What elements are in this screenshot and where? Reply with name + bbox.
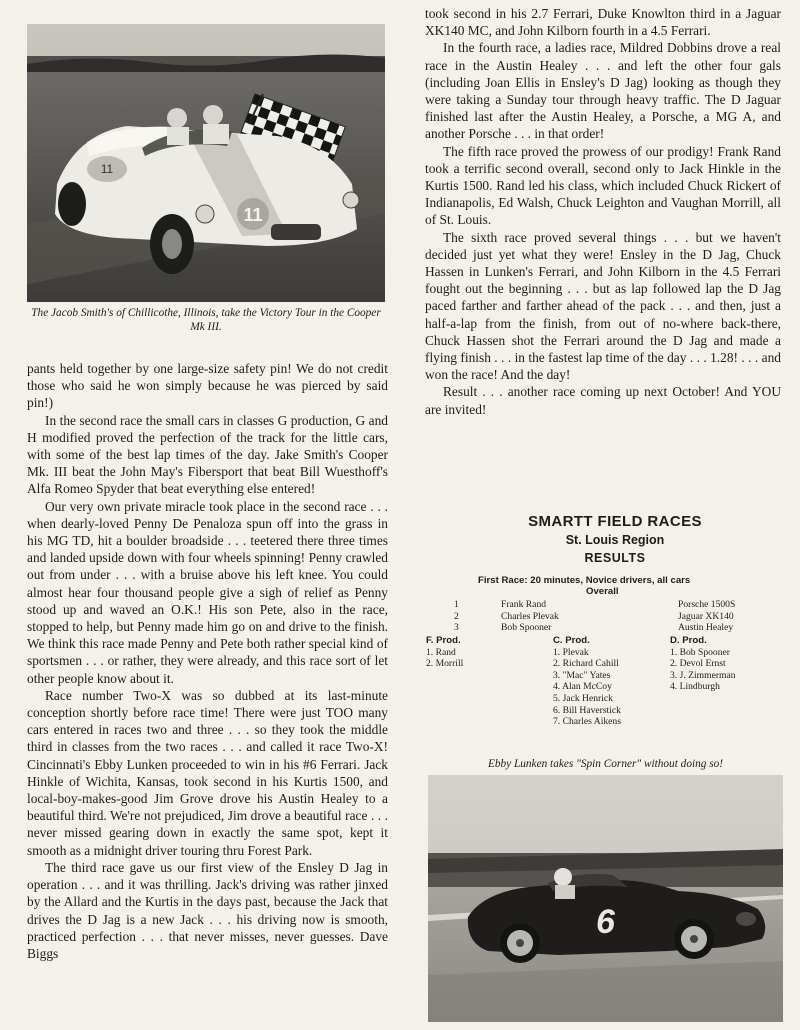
- overall-car-1: Porsche 1500S: [678, 599, 736, 610]
- top-photo-caption: The Jacob Smith's of Chillicothe, Illinois, take the Victory Tour in the Cooper Mk III.: [31, 307, 381, 333]
- overall-places: [454, 599, 459, 634]
- c-prod-row: 5. Jack Henrick: [553, 692, 613, 704]
- overall-car-2: Jaguar XK140: [678, 610, 734, 622]
- top-photo: [27, 24, 385, 302]
- c-prod-row: 1. Plevak: [553, 646, 589, 658]
- c-prod-results: [553, 635, 621, 728]
- overall-drivers: [501, 599, 559, 634]
- right-paragraph-4: The sixth race proved several things . . . but we haven't decided just yet what they were! Ensley in the D Jag, Chuck Hassen in Lunken's Ferrari, and John Kilborn in the 4.5 Ferrari fought out the beginning . . . but as lap followed lap the D Jag paced farther and farther ahead of the pack . . . and then, just a half-a-lap from the finish, from out of no-where back-there, Chuck Hassen shot the Ferrari around the D Jag and made a flying finish . . . in the fastest lap time of the day . . . 1.28! . . . and won the race! And the day!: [425, 229, 781, 383]
- f-prod-heading: F. Prod.: [426, 635, 461, 646]
- c-prod-row: 4. Alan McCoy: [553, 681, 612, 693]
- left-paragraph-4: Race number Two-X was so dubbed at its last-minute conception shortly before race time! There were just TOO many cars entered in races two and three . . . so they took the middle third in classes from the two races . . . and called it race Two-X! Cincinnati's Ebby Lunken proceeded to win in his #6 Ferrari. Jack Hinkle of Wichita, Kansas, took second in his Kurtis 1500, and local-boy-makes-good Jim Grove drove his Austin Healey to a beautiful third. We're not prejudiced, Jim drove a beautiful race . . . never missed gearing down in exactly the same spot, kept it smooth as a midnight driver touring thru Forest Park.: [27, 687, 388, 858]
- right-paragraph-2: In the fourth race, a ladies race, Mildred Dobbins drove a real race in the Austin Healey . . . and left the other four gals (including Joan Ellis in Ensley's D Jag) looking as though they were taking a Sunday tour through heavy traffic. The D Jaguar finished last after the Austin Healey, a Porsche, a MG A, and another Porsche . . . in that order!: [425, 40, 781, 142]
- f-prod-row: 1. Rand: [426, 646, 456, 658]
- d-prod-results: [670, 635, 736, 693]
- bottom-photo: [428, 775, 783, 1022]
- left-column: [27, 360, 388, 962]
- d-prod-row: 1. Bob Spooner: [670, 646, 730, 658]
- first-race-heading: First Race: 20 minutes, Novice drivers, all cars: [478, 575, 691, 586]
- c-prod-row: 6. Bill Haverstick: [553, 704, 621, 716]
- overall-cars: [678, 599, 735, 634]
- left-paragraph-3: Our very own private miracle took place in the second race . . . when dearly-loved Penny De Penaloza spun off into the grass in his MG TD, hit a boulder broadside . . . teetered there three times and landed upside down with four wheels spinning! Penny crawled out from under . . . with a bruise above his left knee. You could almost hear four thousand people give a sigh of relief as Penny stood up and waved an O.K.! His son Pete, also in the race, stopped to help, but Penny made him go on and drive to the finish. We think this race made Penny and Pete both rather special kind of sportsmen . . . or rather, they were already, and this race sort of let other people know about it.: [27, 498, 388, 686]
- overall-driver-1: Frank Rand: [501, 599, 547, 610]
- d-prod-heading: D. Prod.: [670, 635, 707, 646]
- results-region: St. Louis Region: [565, 533, 665, 547]
- c-prod-row: 2. Richard Cahill: [553, 658, 619, 670]
- overall-place-2: 2: [454, 610, 459, 622]
- overall-driver-2: Charles Plevak: [501, 610, 559, 622]
- results-heading: RESULTS: [584, 551, 646, 565]
- right-paragraph-1: took second in his 2.7 Ferrari, Duke Knowlton third in a Jaguar XK140 MC, and John Kilborn fourth in a 4.5 Ferrari.: [425, 6, 781, 39]
- d-prod-row: 4. Lindburgh: [670, 681, 720, 693]
- right-paragraph-5: Result . . . another race coming up next October! And YOU are invited!: [425, 384, 781, 417]
- f-prod-results: [426, 635, 463, 670]
- top-car-number: 11: [243, 205, 263, 225]
- left-paragraph-1: pants held together by one large-size safety pin! We do not credit those who said he won simply because he was pierced by said pin!): [27, 361, 388, 411]
- left-paragraph-2: In the second race the small cars in classes G production, G and H modified proved the perfection of the track for the little cars, with some of the best lap times of the day. Jake Smith's Cooper Mk. III beat the John May's Fibersport that beat Bill Wuesthoff's Alfa Romeo Spyder that beat everything else entered!: [27, 412, 388, 497]
- d-prod-row: 2. Devol Ernst: [670, 658, 726, 670]
- results-title: SMARTT FIELD RACES: [528, 513, 702, 530]
- overall-driver-3: Bob Spooner: [501, 622, 552, 634]
- overall-place-3: 3: [454, 622, 459, 634]
- c-prod-row: 7. Charles Aikens: [553, 716, 621, 728]
- bottom-car-number: 6: [596, 903, 615, 941]
- overall-heading: Overall: [586, 586, 619, 597]
- c-prod-heading: C. Prod.: [553, 635, 590, 646]
- right-paragraph-3: The fifth race proved the prowess of our prodigy! Frank Rand took a terrific second overall, second only to Jack Hinkle in the Kurtis 1500. Rand led his class, which included Chuck Rickert of Indianapolis, Ed Walsh, Chuck Leighton and Vaughan Morrill, all of St. Louis.: [425, 143, 781, 228]
- d-prod-row: 3. J. Zimmerman: [670, 669, 736, 681]
- f-prod-row: 2. Morrill: [426, 658, 464, 670]
- c-prod-row: 3. "Mac" Yates: [553, 669, 611, 681]
- bottom-photo-caption: Ebby Lunken takes "Spin Corner" without doing so!: [487, 758, 724, 770]
- overall-place-1: 1: [454, 599, 459, 610]
- top-car-number-small: 11: [100, 162, 114, 176]
- right-column: [425, 5, 781, 418]
- overall-car-3: Austin Healey: [678, 622, 734, 634]
- left-paragraph-5: The third race gave us our first view of the Ensley D Jag in operation . . . and it was thrilling. Jack's driving was rather jinxed by the Allard and the Kurtis in the days past, because the Jack that drives the D Jag is a new Jack . . . his driving now is smooth, practiced perfection . . . that never misses, never guesses. Dave Biggs: [27, 859, 388, 961]
